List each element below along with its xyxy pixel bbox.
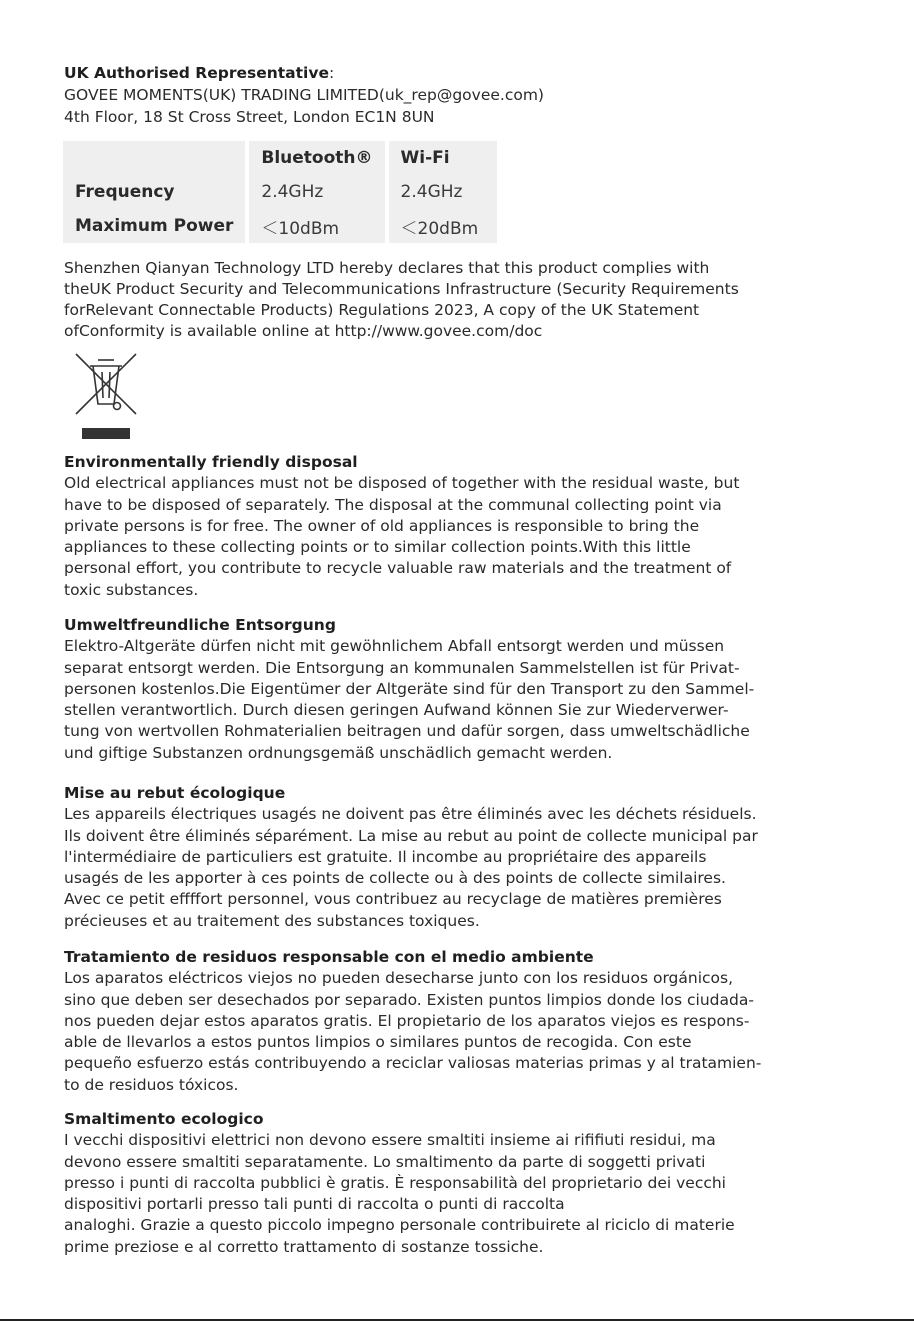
section-title: Environmentally friendly disposal [64,453,358,471]
declaration-line: ofConformity is available online at http://www.govee.com/doc [64,322,543,340]
section-title: Tratamiento de residuos responsable con el medio ambiente [64,948,594,966]
section-line: Old electrical appliances must not be disposed of together with the residual waste, but [64,474,740,493]
table-header-wifi: Wi-Fi [389,141,497,175]
uk-rep-address: 4th Floor, 18 St Cross Street, London EC1N 8UN [64,108,435,126]
section-line: prime preziose e al corretto trattamento di sostanze tossiche. [64,1237,544,1256]
row-label-max-power: Maximum Power [63,209,249,243]
section-title: Umweltfreundliche Entsorgung [64,616,336,634]
section-line: personen kostenlos.Die Eigentümer der Altgeräte sind für den Transport zu den Sammel- [64,679,755,698]
section-line: Ils doivent être éliminés séparément. La mise au rebut au point de collecte municipal par [64,826,758,845]
disposal-section-en [64,452,864,601]
disposal-section-fr [64,783,864,932]
crossed-out-wheelie-bin-icon [70,350,142,442]
table-header-cell [63,141,249,175]
section-title: Smaltimento ecologico [64,1110,264,1128]
uk-rep-label: UK Authorised Representative [64,64,329,82]
section-line: separat entsorgt werden. Die Entsorgung an kommunalen Sammelstellen ist für Privat- [64,658,740,677]
section-line: und giftige Substanzen ordnungsgemäß unschädlich gemacht werden. [64,743,613,762]
section-line: analoghi. Grazie a questo piccolo impegno personale contribuirete al riciclo di materie [64,1216,735,1235]
section-line: dispositivi portarli presso tali punti di raccolta o punti di raccolta [64,1195,565,1214]
table-row-max-power [63,209,497,243]
cell-bluetooth-power: ＜10dBm [249,209,388,243]
disposal-section-de [64,615,864,764]
cell-wifi-power: ＜20dBm [389,209,497,243]
section-line: Avec ce petit effffort personnel, vous contribuez au recyclage de matières premières [64,890,722,909]
section-line: devono essere smaltiti separatamente. Lo smaltimento da parte di soggetti privati [64,1152,706,1171]
section-line: personal effort, you contribute to recycle valuable raw materials and the treatment of [64,559,732,578]
section-line: précieuses et au traitement des substances toxiques. [64,911,480,930]
section-line: presso i punti di raccolta pubblici è gratis. È responsabilità del proprietario dei vecchi [64,1173,726,1192]
section-line: to de residuos tóxicos. [64,1075,239,1094]
section-line: usagés de les apporter à ces points de collecte ou à des points de collecte similaires. [64,869,726,888]
section-line: appliances to these collecting points or to similar collection points.With this little [64,538,691,557]
cell-wifi-frequency: 2.4GHz [389,175,497,209]
section-line: pequeño esfuerzo estás contribuyendo a reciclar valiosas materias primas y al tratamien- [64,1054,762,1073]
cell-bluetooth-frequency: 2.4GHz [249,175,388,209]
row-label-frequency: Frequency [63,175,249,209]
table-header-bluetooth: Bluetooth® [249,141,388,175]
section-line: able de llevarlos a estos puntos limpios o similares puntos de recogida. Con este [64,1033,692,1052]
table-header-row [63,141,497,175]
section-line: I vecchi dispositivi elettrici non devono essere smaltiti insieme ai rififiuti residui, ma [64,1131,716,1150]
disposal-section-es [64,947,864,1096]
section-line: Los aparatos eléctricos viejos no pueden desecharse junto con los residuos orgánicos, [64,969,734,988]
uk-rep-company: GOVEE MOMENTS(UK) TRADING LIMITED(uk_rep@govee.com) [64,86,544,104]
section-line: toxic substances. [64,580,199,599]
radio-spec-table [63,141,497,243]
table-row-frequency [63,175,497,209]
declaration-line: theUK Product Security and Telecommunications Infrastructure (Security Requirements [64,280,739,298]
uk-representative-block [64,62,884,128]
declaration-paragraph [64,258,864,342]
section-line: nos pueden dejar estos aparatos gratis. El propietario de los aparatos viejos es respons- [64,1011,750,1030]
section-line: sino que deben ser desechados por separado. Existen puntos limpios donde los ciudada- [64,990,754,1009]
declaration-line: forRelevant Connectable Products) Regulations 2023, A copy of the UK Statement [64,301,700,319]
section-title: Mise au rebut écologique [64,784,286,802]
section-line: Les appareils électriques usagés ne doivent pas être éliminés avec les déchets résiduels. [64,805,757,824]
section-line: private persons is for free. The owner of old appliances is responsible to bring the [64,516,700,535]
section-line: tung von wertvollen Rohmaterialien beitragen und dafür sorgen, dass umweltschädliche [64,722,750,741]
section-line: have to be disposed of separately. The disposal at the communal collecting point via [64,495,722,514]
section-line: stellen verantwortlich. Durch diesen geringen Aufwand können Sie zur Wiederverwer- [64,701,729,720]
uk-rep-heading [64,62,884,84]
disposal-section-it [64,1109,864,1258]
uk-rep-colon: : [328,64,335,82]
section-line: l'intermédiaire de particuliers est gratuite. Il incombe au propriétaire des appareils [64,847,707,866]
section-line: Elektro-Altgeräte dürfen nicht mit gewöhnlichem Abfall entsorgt werden und müssen [64,637,725,656]
declaration-line: Shenzhen Qianyan Technology LTD hereby declares that this product complies with [64,259,710,277]
bottom-divider [0,1319,914,1321]
